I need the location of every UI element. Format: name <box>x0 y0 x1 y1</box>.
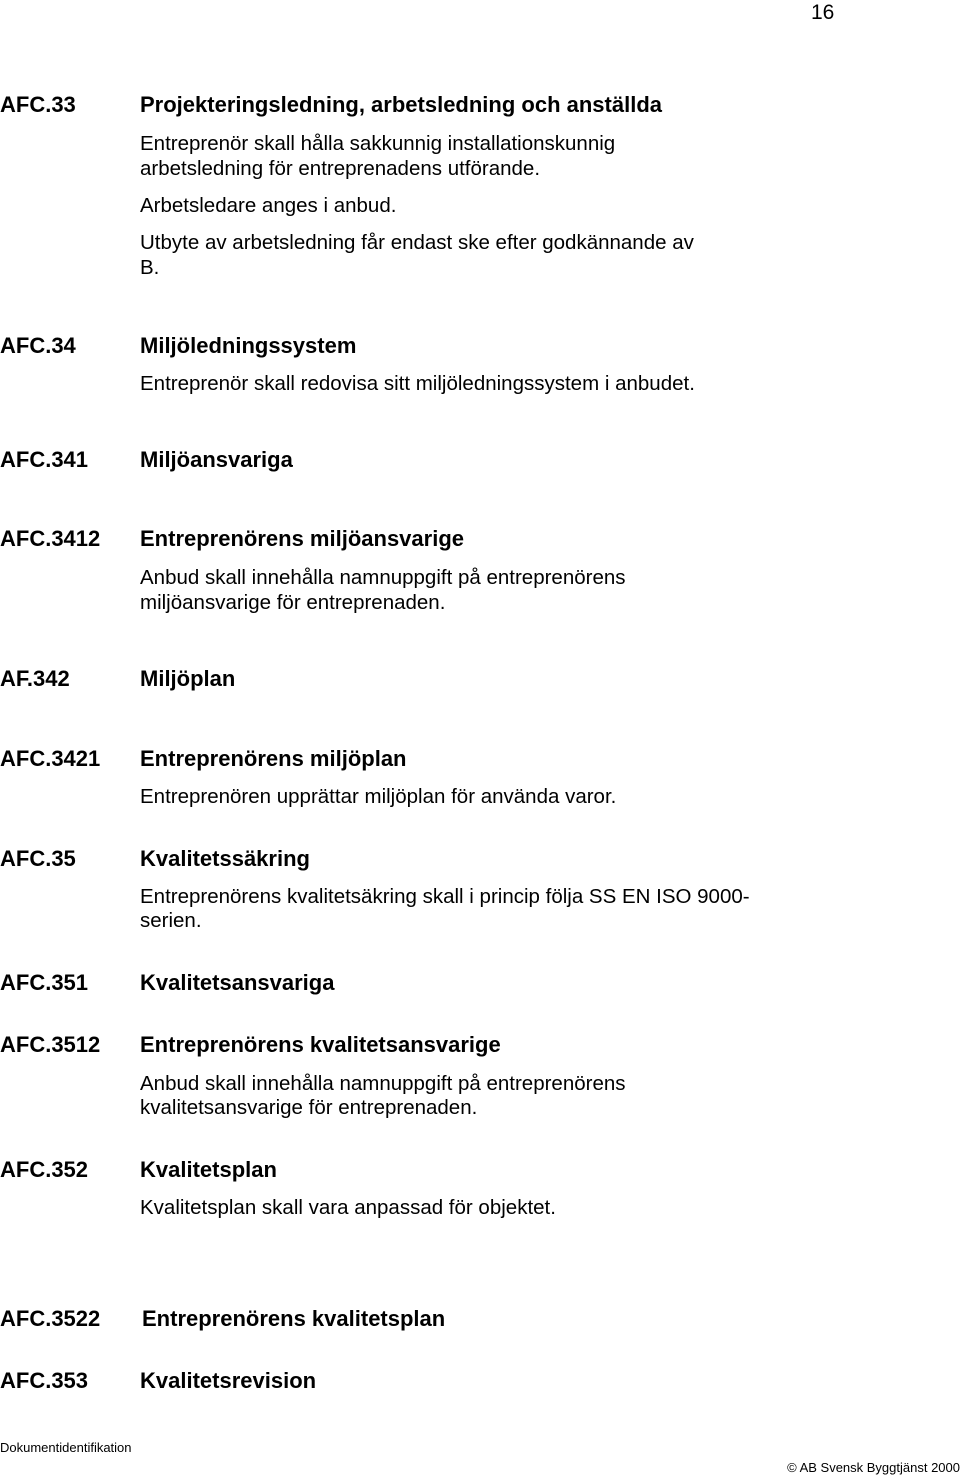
section-code: AFC.3421 <box>0 746 101 771</box>
section-heading: Kvalitetssäkring <box>140 846 310 871</box>
section-text-line: serien. <box>140 909 202 932</box>
section-text-line: Utbyte av arbetsledning får endast ske efter godkännande av <box>140 231 694 254</box>
section-heading: Miljöledningssystem <box>140 333 357 358</box>
section-text-line: Entreprenör skall hålla sakkunnig installationskunnig <box>140 132 616 155</box>
section-code: AFC.3512 <box>0 1032 101 1057</box>
section-code: AFC.35 <box>0 846 76 871</box>
section-code: AFC.33 <box>0 92 76 117</box>
footer-document-id: Dokumentidentifikation <box>0 1440 132 1455</box>
section-heading: Kvalitetsrevision <box>140 1368 317 1393</box>
section-heading: Miljöplan <box>140 666 236 691</box>
section-text-line: Entreprenör skall redovisa sitt miljöledningssystem i anbudet. <box>140 372 695 395</box>
page-number: 16 <box>811 1 835 24</box>
section-text-line: Kvalitetsplan skall vara anpassad för objektet. <box>140 1196 556 1219</box>
section-heading: Entreprenörens kvalitetsplan <box>142 1306 446 1331</box>
section-heading: Miljöansvariga <box>140 447 293 472</box>
section-text-line: B. <box>140 256 160 279</box>
section-heading: Entreprenörens miljöansvarige <box>140 526 464 551</box>
section-heading: Entreprenörens kvalitetsansvarige <box>140 1032 501 1057</box>
section-text-line: Entreprenören upprättar miljöplan för använda varor. <box>140 785 617 808</box>
section-text-line: Entreprenörens kvalitetsäkring skall i princip följa SS EN ISO 9000- <box>140 885 750 908</box>
section-text-line: kvalitetsansvarige för entreprenaden. <box>140 1096 478 1119</box>
section-code: AFC.353 <box>0 1368 89 1393</box>
section-text-line: miljöansvarige för entreprenaden. <box>140 591 446 614</box>
section-code: AFC.34 <box>0 333 76 358</box>
section-code: AFC.3412 <box>0 526 101 551</box>
footer-copyright: © AB Svensk Byggtjänst 2000 <box>787 1460 960 1475</box>
section-code: AFC.341 <box>0 447 89 472</box>
section-text-line: Anbud skall innehålla namnuppgift på entreprenörens <box>140 1072 626 1095</box>
section-heading: Kvalitetsansvariga <box>140 970 335 995</box>
section-code: AFC.351 <box>0 970 89 995</box>
section-heading: Projekteringsledning, arbetsledning och anställda <box>140 92 662 117</box>
section-heading: Kvalitetsplan <box>140 1157 277 1182</box>
section-text-line: arbetsledning för entreprenadens utförande. <box>140 157 541 180</box>
section-text-line: Anbud skall innehålla namnuppgift på entreprenörens <box>140 566 626 589</box>
section-heading: Entreprenörens miljöplan <box>140 746 407 771</box>
section-code: AFC.3522 <box>0 1306 101 1331</box>
section-code: AFC.352 <box>0 1157 89 1182</box>
section-code: AF.342 <box>0 666 70 691</box>
section-text-line: Arbetsledare anges i anbud. <box>140 194 397 217</box>
